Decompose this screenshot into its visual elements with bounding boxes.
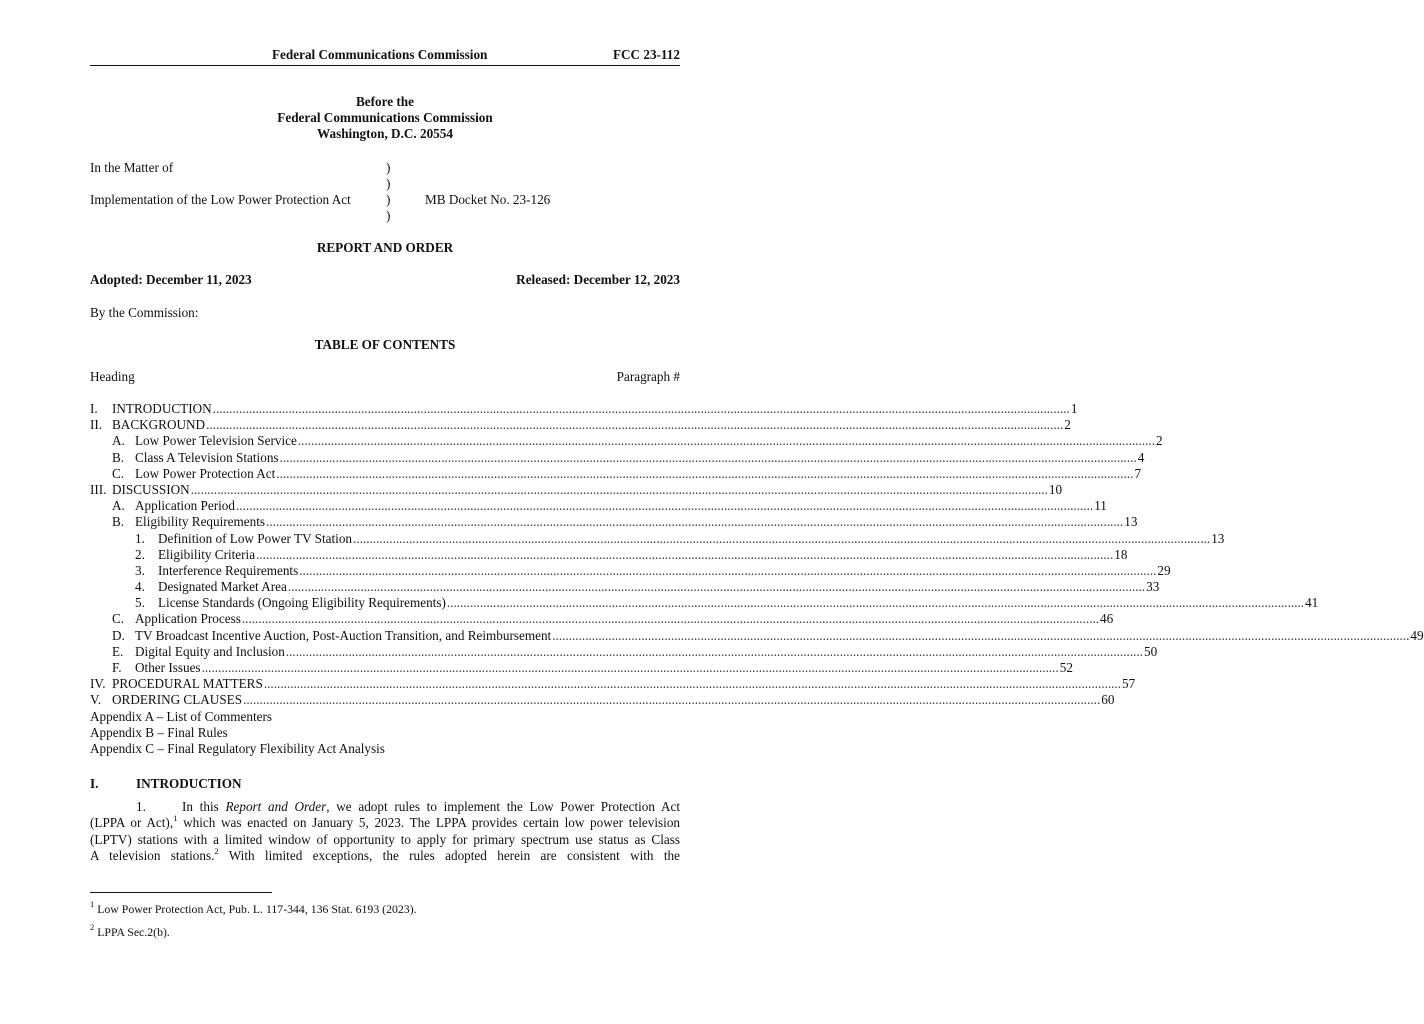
toc-entry-label: Eligibility Criteria — [158, 546, 256, 562]
toc-entry-paragraph: 52 — [1059, 660, 1073, 675]
paragraph-1 — [90, 799, 680, 865]
toc-entry[interactable] — [90, 611, 1114, 627]
toc-appendix[interactable]: Appendix B – Final Rules — [90, 724, 228, 740]
toc-entry-line — [112, 417, 1071, 433]
toc-entry-label: Low Power Protection Act — [135, 465, 276, 481]
toc-entry-paragraph: 2 — [1064, 417, 1071, 433]
toc-entry-number: C. — [112, 465, 125, 481]
toc-entry-number: I. — [90, 401, 98, 416]
toc-entry-label: PROCEDURAL MATTERS — [112, 676, 263, 692]
toc-entry-line — [158, 579, 1160, 595]
before-agency: Federal Communications Commission — [277, 110, 493, 125]
toc-entry-paragraph: 46 — [1100, 611, 1114, 627]
toc-entry-number: B. — [112, 514, 125, 530]
toc-leader-dots: .................................................................................................................................................................................................................................................................... — [285, 643, 1143, 659]
toc-leader-dots: .................................................................................................................................................................................................................................................................... — [299, 562, 1157, 578]
toc-entry[interactable] — [90, 579, 1160, 595]
toc-entry-label: Other Issues — [135, 660, 201, 675]
toc-entry-line — [112, 481, 1063, 498]
toc-entry[interactable] — [90, 465, 1142, 482]
toc-entry-label: INTRODUCTION — [112, 401, 212, 416]
toc-paragraph-label: Paragraph # — [616, 369, 680, 384]
matter-title: Implementation of the Low Power Protection Act — [90, 192, 351, 207]
toc-entry-label: ORDERING CLAUSES — [112, 692, 243, 708]
toc-entry-paragraph: 29 — [1157, 562, 1171, 578]
toc-entry-line — [135, 498, 1107, 514]
toc-leader-dots: .................................................................................................................................................................................................................................................................... — [446, 595, 1305, 611]
before-line: Before the — [356, 94, 414, 109]
toc-entry[interactable] — [90, 595, 1319, 611]
released-date: Released: December 12, 2023 — [516, 272, 680, 287]
toc-entry-line — [112, 401, 1078, 417]
toc-entry-line — [135, 465, 1142, 482]
toc-entry-number: E. — [112, 643, 124, 659]
toc-entry-label: TV Broadcast Incentive Auction, Post-Auction Transition, and Reimbursement — [135, 627, 552, 643]
toc-entry-paragraph: 1 — [1070, 401, 1078, 416]
footnote-text: Low Power Protection Act, Pub. L. 117-344, 136 Stat. 6193 (2023). — [97, 902, 417, 916]
toc-entry[interactable] — [90, 433, 1163, 449]
paragraph-line: (LPTV) stations with a limited window of opportunity to apply for primary spectrum use status as Class — [90, 831, 680, 847]
toc-entry[interactable] — [90, 660, 1073, 676]
toc-entry-line — [112, 692, 1115, 708]
toc-leader-dots: .................................................................................................................................................................................................................................................................... — [552, 627, 1410, 643]
paren: ) — [386, 176, 391, 191]
document-page — [90, 0, 1424, 1024]
toc-appendix[interactable]: Appendix C – Final Regulatory Flexibility Act Analysis — [90, 740, 385, 756]
header-fcc-number: FCC 23-112 — [612, 47, 680, 62]
paragraph-number: 1. — [136, 799, 146, 814]
toc-leader-dots: .................................................................................................................................................................................................................................................................... — [287, 579, 1146, 595]
toc-entry-number: 1. — [135, 530, 145, 546]
toc-entry[interactable] — [90, 627, 1424, 644]
toc-leader-dots: .................................................................................................................................................................................................................................................................... — [266, 514, 1124, 530]
toc-entry-paragraph: 7 — [1134, 465, 1142, 481]
toc-leader-dots: .................................................................................................................................................................................................................................................................... — [190, 481, 1048, 497]
toc-entry-label: Definition of Low Power TV Station — [158, 530, 353, 546]
toc-leader-dots: .................................................................................................................................................................................................................................................................... — [263, 676, 1122, 692]
toc-entry[interactable] — [90, 498, 1107, 514]
paren: ) — [386, 208, 391, 223]
toc-entry-paragraph: 11 — [1094, 498, 1107, 514]
toc-leader-dots: .................................................................................................................................................................................................................................................................... — [276, 465, 1134, 481]
toc-entry-line — [158, 595, 1319, 611]
section-number: I. — [90, 776, 99, 791]
toc-entry[interactable] — [90, 401, 1078, 417]
toc-entry[interactable] — [90, 692, 1115, 708]
paragraph-line: (LPPA or Act),$^1$ which was enacted on January 5, 2023. The LPPA provides certain low power television — [90, 813, 681, 831]
toc-entry-paragraph: 2 — [1156, 433, 1163, 449]
toc-entry-number: V. — [90, 692, 102, 708]
paragraph-line: 1. In this Report and Order, we adopt rules to implement the Low Power Protection Act — [90, 799, 680, 815]
toc-entry-number: F. — [112, 660, 122, 675]
toc-entry-number: A. — [112, 498, 125, 514]
toc-entry-label: Interference Requirements — [158, 562, 299, 578]
toc-leader-dots: .................................................................................................................................................................................................................................................................... — [241, 611, 1100, 627]
toc-entry-label: Application Process — [135, 611, 241, 627]
section-title: INTRODUCTION — [136, 776, 242, 791]
toc-entry-paragraph: 60 — [1101, 692, 1115, 708]
toc-entry[interactable] — [90, 562, 1171, 579]
by-commission: By the Commission: — [90, 305, 199, 320]
toc-entry-line — [158, 546, 1128, 563]
footnote-separator — [90, 892, 272, 893]
toc-entry-label: Application Period — [135, 498, 235, 514]
toc-title: TABLE OF CONTENTS — [314, 337, 456, 352]
toc-entry[interactable] — [90, 643, 1158, 660]
toc-entry-line — [135, 660, 1073, 676]
toc-entry[interactable] — [90, 449, 1145, 466]
toc-entry-paragraph: 4 — [1137, 449, 1145, 465]
toc-entry[interactable] — [90, 676, 1136, 692]
toc-entry-line — [135, 627, 1424, 644]
toc-entry-label: Class A Television Stations — [135, 449, 279, 465]
toc-entry-number: 2. — [135, 546, 145, 562]
toc-leader-dots: .................................................................................................................................................................................................................................................................... — [243, 692, 1101, 708]
paren: ) — [386, 192, 391, 207]
toc-entry-number: A. — [112, 433, 125, 449]
footnote-1 — [90, 899, 417, 917]
footnote-2 — [90, 922, 170, 940]
toc-leader-dots: .................................................................................................................................................................................................................................................................... — [297, 433, 1155, 449]
toc-leader-dots: .................................................................................................................................................................................................................................................................... — [236, 498, 1094, 514]
italic-title: Report and Order — [225, 799, 327, 814]
toc-entry-paragraph: 49 — [1410, 627, 1424, 643]
toc-heading-label: Heading — [90, 369, 135, 384]
toc-entry-paragraph: 13 — [1211, 530, 1225, 546]
toc-entry-label: Eligibility Requirements — [135, 514, 266, 530]
toc-entry-number: IV. — [90, 676, 106, 692]
toc-entry-paragraph: 18 — [1114, 546, 1128, 562]
toc-entry-line — [135, 611, 1114, 627]
toc-entry-line — [158, 562, 1171, 579]
toc-entry-line — [112, 676, 1136, 692]
footnote-text: LPPA Sec.2(b). — [97, 925, 170, 939]
toc-entry-number: C. — [112, 611, 125, 627]
footnote-mark: 1 — [90, 899, 95, 910]
toc-entry[interactable] — [90, 417, 1071, 433]
footnote-mark: 2 — [90, 922, 95, 933]
running-header — [90, 47, 680, 66]
matter-of: In the Matter of — [90, 160, 174, 175]
toc-entry-label: Low Power Television Service — [135, 433, 297, 449]
toc-entry-number: III. — [90, 481, 107, 497]
toc-entry-number: B. — [112, 449, 125, 465]
toc-entry-label: License Standards (Ongoing Eligibility Requirements) — [158, 595, 446, 611]
before-block — [90, 94, 680, 142]
docket-number: MB Docket No. 23-126 — [425, 192, 551, 207]
toc-leader-dots: .................................................................................................................................................................................................................................................................... — [256, 546, 1114, 562]
toc-entry-label: DISCUSSION — [112, 481, 190, 497]
toc-appendix[interactable]: Appendix A – List of Commenters — [90, 708, 273, 724]
toc-entry[interactable] — [90, 514, 1138, 530]
toc-entry-paragraph: 13 — [1124, 514, 1138, 530]
toc-entry-line — [135, 514, 1138, 530]
toc-entry-paragraph: 10 — [1048, 481, 1063, 497]
toc-entry-number: D. — [112, 627, 125, 643]
footnote-ref[interactable]: 2 — [214, 845, 219, 856]
paren: ) — [386, 160, 391, 175]
toc-entry-line — [135, 433, 1163, 449]
toc-entry-paragraph: 50 — [1144, 643, 1158, 659]
before-location: Washington, D.C. 20554 — [317, 126, 453, 141]
toc-entry-number: 5. — [135, 595, 145, 611]
toc-entry-number: 4. — [135, 579, 145, 595]
toc-entry-line — [158, 530, 1225, 547]
toc-entry-label: Designated Market Area — [158, 579, 287, 595]
toc-entry-label: Digital Equity and Inclusion — [135, 643, 285, 659]
toc-entry-paragraph: 33 — [1146, 579, 1160, 595]
toc-leader-dots: .................................................................................................................................................................................................................................................................... — [353, 530, 1211, 546]
footnote-ref[interactable]: 1 — [173, 813, 178, 824]
toc-entry-paragraph: 57 — [1122, 676, 1136, 692]
toc-entry-number: II. — [90, 417, 103, 433]
caption-parens — [386, 160, 390, 224]
toc-leader-dots: .................................................................................................................................................................................................................................................................... — [279, 449, 1137, 465]
paragraph-line: A television stations.$^2$ With limited exceptions, the rules adopted herein are consistent with the — [90, 845, 680, 864]
toc-entry-paragraph: 41 — [1305, 595, 1319, 611]
toc-leader-dots: .................................................................................................................................................................................................................................................................... — [201, 660, 1059, 675]
toc-entry-label: BACKGROUND — [112, 417, 206, 433]
toc-entry-line — [135, 449, 1145, 466]
toc-entry[interactable] — [90, 530, 1225, 547]
toc-entry-line — [135, 643, 1158, 660]
toc-entry-number: 3. — [135, 562, 145, 578]
toc-entry[interactable] — [90, 481, 1063, 498]
adopted-date: Adopted: December 11, 2023 — [90, 272, 252, 287]
toc-leader-dots: .................................................................................................................................................................................................................................................................... — [212, 401, 1070, 416]
toc-entry[interactable] — [90, 546, 1128, 563]
header-agency: Federal Communications Commission — [272, 47, 488, 62]
toc-leader-dots: .................................................................................................................................................................................................................................................................... — [206, 417, 1064, 433]
document-title: REPORT AND ORDER — [316, 240, 454, 255]
table-of-contents — [90, 401, 1424, 757]
